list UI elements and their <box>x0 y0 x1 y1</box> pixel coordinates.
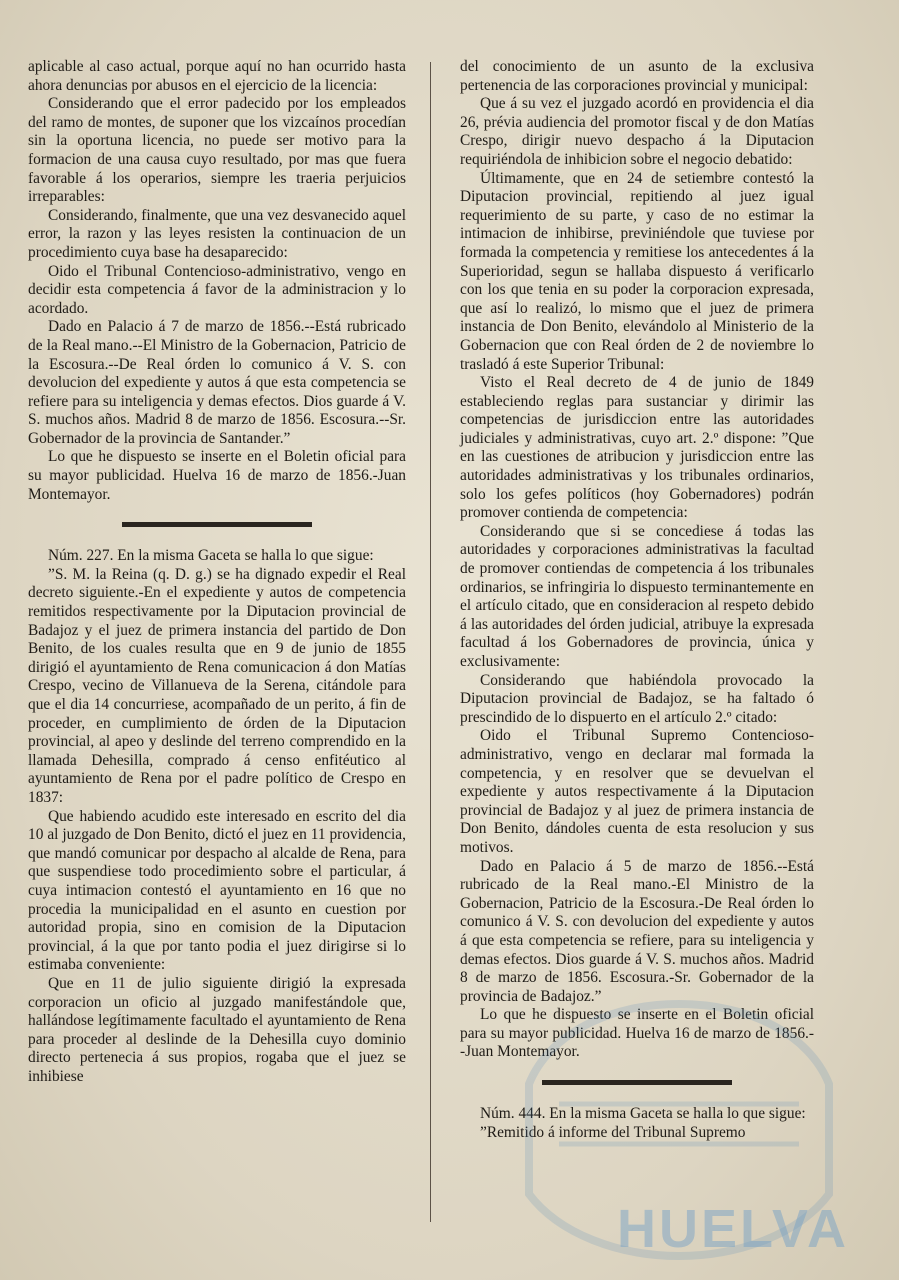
left-column <box>28 58 406 1086</box>
paragraph: Oido el Tribunal Contencioso-administrativo, vengo en decidir esta competencia á favor de la administracion y lo acordado. <box>28 262 406 317</box>
paragraph: Que en 11 de julio siguiente dirigió la expresada corporacion un oficio al juzgado manifestándole que, hallándose legítimamente facultado el ayuntamiento de Rena para proceder al deslinde de la Dehesilla cuyo dominio directo pertenecia á sus propios, rogaba que el juez se inhibiese <box>28 974 406 1085</box>
paragraph: Considerando que habiéndola provocado la Diputacion provincial de Badajoz, se ha faltado ó prescindido de lo dispuerto en el artículo 2.º citado: <box>460 671 814 726</box>
paragraph: Últimamente, que en 24 de setiembre contestó la Diputacion provincial, repitiendo al juez igual requerimiento de su parte, y caso de no estimar la intimacion de inhibirse, previniéndole que tuviese por formada la competencia y remitiese los antecedentes á la Superioridad, segun se hallaba dispuesto á verificarlo con los que tenia en su poder la corporacion expresada, que así lo realizó, lo mismo que el juez de primera instancia de Don Benito, elevándolo al Ministerio de la Gobernacion que con Real órden de 2 de noviembre lo trasladó á este Superior Tribunal: <box>460 169 814 373</box>
paragraph: Considerando que el error padecido por los empleados del ramo de montes, de suponer que los vizcaínos procedían sin la oportuna licencia, no puede ser motivo para la formacion de una causa cuyo resultado, por mas que fuera favorable á los operarios, siempre les traeria perjuicios irreparables: <box>28 95 406 206</box>
paragraph: Visto el Real decreto de 4 de junio de 1849 estableciendo reglas para sustanciar y dirimir las competencias de jurisdiccion entre las autoridades judiciales y administrativas, cuyo art. 2.º dispone: ”Que en las cuestiones de atribucion y jurisdiccion entre las autoridades administrativas y los tribunales ordinarios, solo los gefes políticos (hoy Gobernadores) podrán promover contienda de competencia: <box>460 374 814 522</box>
right-column <box>460 58 814 1142</box>
paragraph: Lo que he dispuesto se inserte en el Boletin oficial para su mayor publicidad. Huelva 16 de marzo de 1856.-Juan Montemayor. <box>28 448 406 503</box>
section-heading: Núm. 227. En la misma Gaceta se halla lo que sigue: <box>48 547 374 565</box>
paragraph: Dado en Palacio á 5 de marzo de 1856.--Está rubricado de la Real mano.-El Ministro de la Gobernacion, Patricio de la Escosura.-De Real órden lo comunico á V. S. con devolucion del expediente y autos á que esta competencia se refiere, para su inteligencia y demas efectos. Dios guarde á V. S. muchos años. Madrid 8 de marzo de 1856. Escosura.-Sr. Gobernador de la provincia de Badajoz.” <box>460 857 814 1005</box>
paragraph: Lo que he dispuesto se inserte en el Boletin oficial para su mayor publicidad. Huelva 16 de marzo de 1856.--Juan Montemayor. <box>460 1006 814 1061</box>
paragraph: Oido el Tribunal Supremo Contencioso-administrativo, vengo en declarar mal formada la competencia, y en resolver que se devuelvan el expediente y autos respectivamente á la Diputacion provincial de Badajoz y al juez de primera instancia de Don Benito, dándoles cuenta de esta resolucion y sus motivos. <box>460 727 814 856</box>
paragraph: ”S. M. la Reina (q. D. g.) se ha dignado expedir el Real decreto siguiente.-En el expediente y autos de competencia remitidos respectivamente por la Diputacion provincial de Badajoz y el juez de primera instancia del partido de Don Benito, de los cuales resulta que en 9 de junio de 1855 dirigió el ayuntamiento de Rena comunicacion á don Matías Crespo, vecino de Villanueva de la Serena, citándole para que el dia 14 concurriese, acompañado de un perito, á fin de proceder, en cumplimiento de órden de la Diputacion provincial, al apeo y deslinde del terreno comprendido en la llamada Dehesilla, comprado á censo enfitéutico al ayuntamiento de Rena por el padre político de Crespo en 1837: <box>28 565 406 806</box>
paragraph: Que habiendo acudido este interesado en escrito del dia 10 al juzgado de Don Benito, dictó el juez en 11 providencia, que mandó comunicar por despacho al alcalde de Rena, para que suspendiese todo procedimiento sobre el particular, á cuya intimacion contestó el ayuntamiento en 16 que no procedia la municipalidad en el asunto en cuestion por autoridad propia, sino en comision de la Diputacion provincial, á la que por tanto podia el juez dirigirse si lo estimaba conveniente: <box>28 807 406 974</box>
paragraph: aplicable al caso actual, porque aquí no han ocurrido hasta ahora denuncias por abusos en el ejercicio de la licencia: <box>28 58 406 94</box>
paragraph: Que á su vez el juzgado acordó en providencia el dia 26, prévia audiencia del promotor fiscal y de don Matías Crespo, dirigir nuevo despacho á la Diputacion requiriéndola de inhibicion sobre el negocio debatido: <box>460 95 814 168</box>
paragraph: del conocimiento de un asunto de la exclusiva pertenencia de las corporaciones provincial y municipal: <box>460 58 814 94</box>
section-heading: Núm. 444. En la misma Gaceta se halla lo que sigue: <box>480 1105 806 1123</box>
paragraph: Considerando, finalmente, que una vez desvanecido aquel error, la razon y las leyes resisten la continuacion de un procedimiento cuya base ha desaparecido: <box>28 206 406 261</box>
section-rule <box>122 522 312 527</box>
paragraph: ”Remitido á informe del Tribunal Supremo <box>480 1123 746 1141</box>
column-divider <box>430 62 431 1222</box>
paragraph: Dado en Palacio á 7 de marzo de 1856.--Está rubricado de la Real mano.--El Ministro de la Gobernacion, Patricio de la Escosura.--De Real órden lo comunico á V. S. con devolucion del expediente y autos á que esta competencia se refiere para su inteligencia y demas efectos. Dios guarde á V. S. muchos años. Madrid 8 de marzo de 1856. Escosura.--Sr. Gobernador de la provincia de Santander.” <box>28 318 406 447</box>
watermark-text: HUELVA <box>617 1199 849 1259</box>
paragraph: Considerando que si se concediese á todas las autoridades y corporaciones administrativas la facultad de promover contiendas de competencia á los tribunales ordinarios, se infringiria lo dispuesto terminantemente en el artículo citado, que en consideracion al respeto debido á las autoridades del órden judicial, atribuye la expresada facultad á los Gobernadores de provincia, única y exclusivamente: <box>460 522 814 670</box>
